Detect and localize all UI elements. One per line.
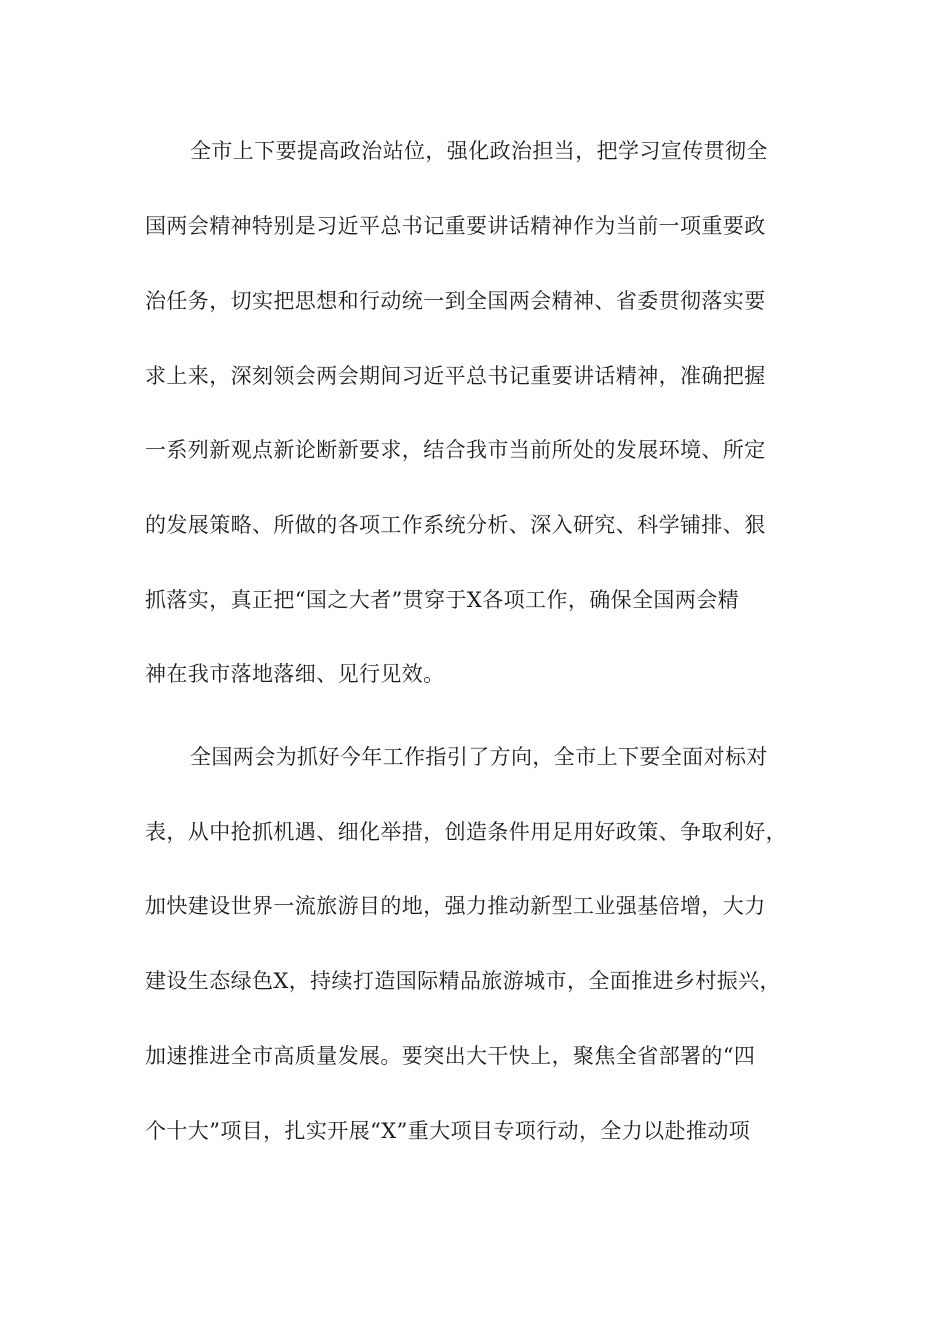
paragraph-1-line-2: 国两会精神特别是习近平总书记重要讲话精神作为当前一项重要政	[145, 214, 766, 238]
paragraph-1-line-1: 全市上下要提高政治站位，强化政治担当，把学习宣传贯彻全	[190, 139, 768, 163]
paragraph-2-line-2: 表，从中抢抓机遇、细化举措，创造条件用足用好政策、争取利好，	[145, 820, 787, 844]
paragraph-2-line-4: 建设生态绿色X，持续打造国际精品旅游城市，全面推进乡村振兴，	[145, 969, 781, 993]
paragraph-2-line-5: 加速推进全市高质量发展。要突出大干快上，聚焦全省部署的“四	[145, 1044, 756, 1068]
paragraph-1-line-8: 神在我市落地落细、见行见效。	[145, 662, 445, 686]
paragraph-1-line-5: 一系列新观点新论断新要求，结合我市当前所处的发展环境、所定	[145, 438, 766, 462]
paragraph-1-line-4: 求上来，深刻领会两会期间习近平总书记重要讲话精神，准确把握	[145, 364, 766, 388]
paragraph-1-line-6: 的发展策略、所做的各项工作系统分析、深入研究、科学铺排、狠	[145, 513, 766, 537]
paragraph-2-line-1: 全国两会为抓好今年工作指引了方向，全市上下要全面对标对	[190, 745, 768, 769]
paragraph-1-line-7: 抓落实，真正把“国之大者”贯穿于X各项工作，确保全国两会精	[145, 588, 740, 612]
paragraph-1-line-3: 治任务，切实把思想和行动统一到全国两会精神、省委贯彻落实要	[145, 289, 766, 313]
paragraph-2-line-3: 加快建设世界一流旅游目的地，强力推动新型工业强基倍增，大力	[145, 894, 766, 918]
paragraph-2-line-6: 个十大”项目，扎实开展“X”重大项目专项行动，全力以赴推动项	[145, 1119, 751, 1143]
